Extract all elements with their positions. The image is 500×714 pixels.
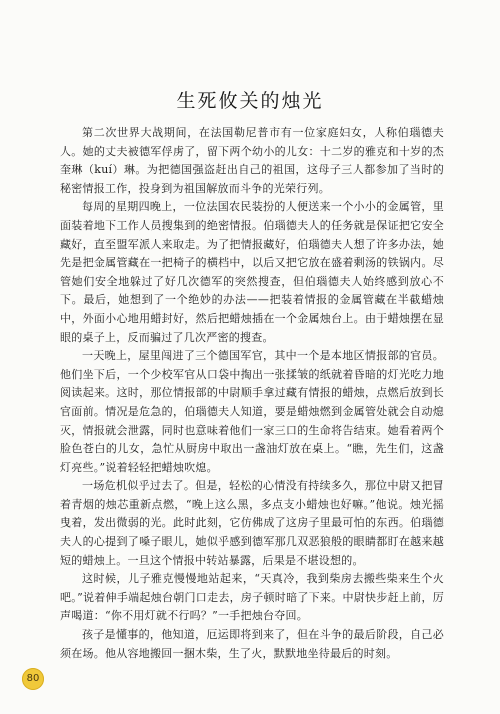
- chapter-title: 生死攸关的烛光: [176, 90, 324, 112]
- paragraph: 这时候，儿子雅克慢慢地站起来，“天真冷，我到柴房去搬些柴来生个火吧。”说着伸手端起烛台朝门口走去，房子顿时暗了下来。中尉快步赶上前，厉声喝道：“你不用灯就不行吗？”一手把烛台夺回。: [60, 572, 444, 623]
- paragraph: 孩子是懂事的，他知道，厄运即将到来了，但在斗争的最后阶段，自己必须在场。他从容地搬回一捆木柴，生了火，默默地坐待最后的时刻。: [60, 628, 444, 660]
- paragraph: 第二次世界大战期间，在法国勒尼普市有一位家庭妇女，人称伯瑙德夫人。她的丈夫被德军俘虏了，留下两个幼小的儿女：十二岁的雅克和十岁的杰奎琳（kuí）琳。为把德国强盗赶出自己的祖国，这母子三人都参加了当时的秘密情报工作，投身到为祖国解放而斗争的光荣行列。: [60, 126, 444, 195]
- paragraph: 一场危机似乎过去了。但是，轻松的心情没有持续多久，那位中尉又把冒着青烟的烛芯重新点燃，“晚上这么黑，多点支小蜡烛也好嘛。”他说。烛光摇曳着，发出微弱的光。此时此刻，它仿佛成了这房子里最可怕的东西。伯瑙德夫人的心提到了嗓子眼儿，她似乎感到德军那几双恶狼般的眼睛都盯在越来越短的蜡烛上。一旦这个情报中转站暴露，后果是不堪设想的。: [60, 479, 444, 567]
- page-number: 80: [26, 673, 40, 684]
- paragraph: 一天晚上，屋里闯进了三个德国军官，其中一个是本地区情报部的官员。他们坐下后，一个少校军官从口袋中掏出一张揉皱的纸就着昏暗的灯光吃力地阅读起来。这时，那位情报部的中尉顺手拿过藏有情报的蜡烛，点燃后放到长官面前。情况是危急的，伯瑙德夫人知道，要是蜡烛燃到金属管处就会自动熄灭，情报就会泄露，同时也意味着他们一家三口的生命将告结束。她看着两个脸色苍白的儿女，急忙从厨房中取出一盏油灯放在桌上。“瞧，先生们，这盏灯亮些。”说着轻轻把蜡烛吹熄。: [60, 349, 444, 474]
- paragraph: 每周的星期四晚上，一位法国农民装扮的人便送来一个小小的金属管，里面装着地下工作人员搜集到的绝密情报。伯瑙德夫人的任务就是保证把它安全藏好，直至盟军派人来取走。为了把情报藏好，伯瑙德夫人想了许多办法，她先是把金属管藏在一把椅子的横档中，以后又把它放在盛着剩汤的铁锅内。尽管她们安全地躲过了好几次德军的突然搜查，但伯瑙德夫人始终感到放心不下。最后，她想到了一个绝妙的办法——把装着情报的金属管藏在半截蜡烛中，外面小心地用蜡封好，然后把蜡烛插在一个金属烛台上。由于蜡烛摆在显眼的桌子上，反而骗过了几次严密的搜查。: [60, 200, 444, 344]
- body-text: [60, 124, 444, 663]
